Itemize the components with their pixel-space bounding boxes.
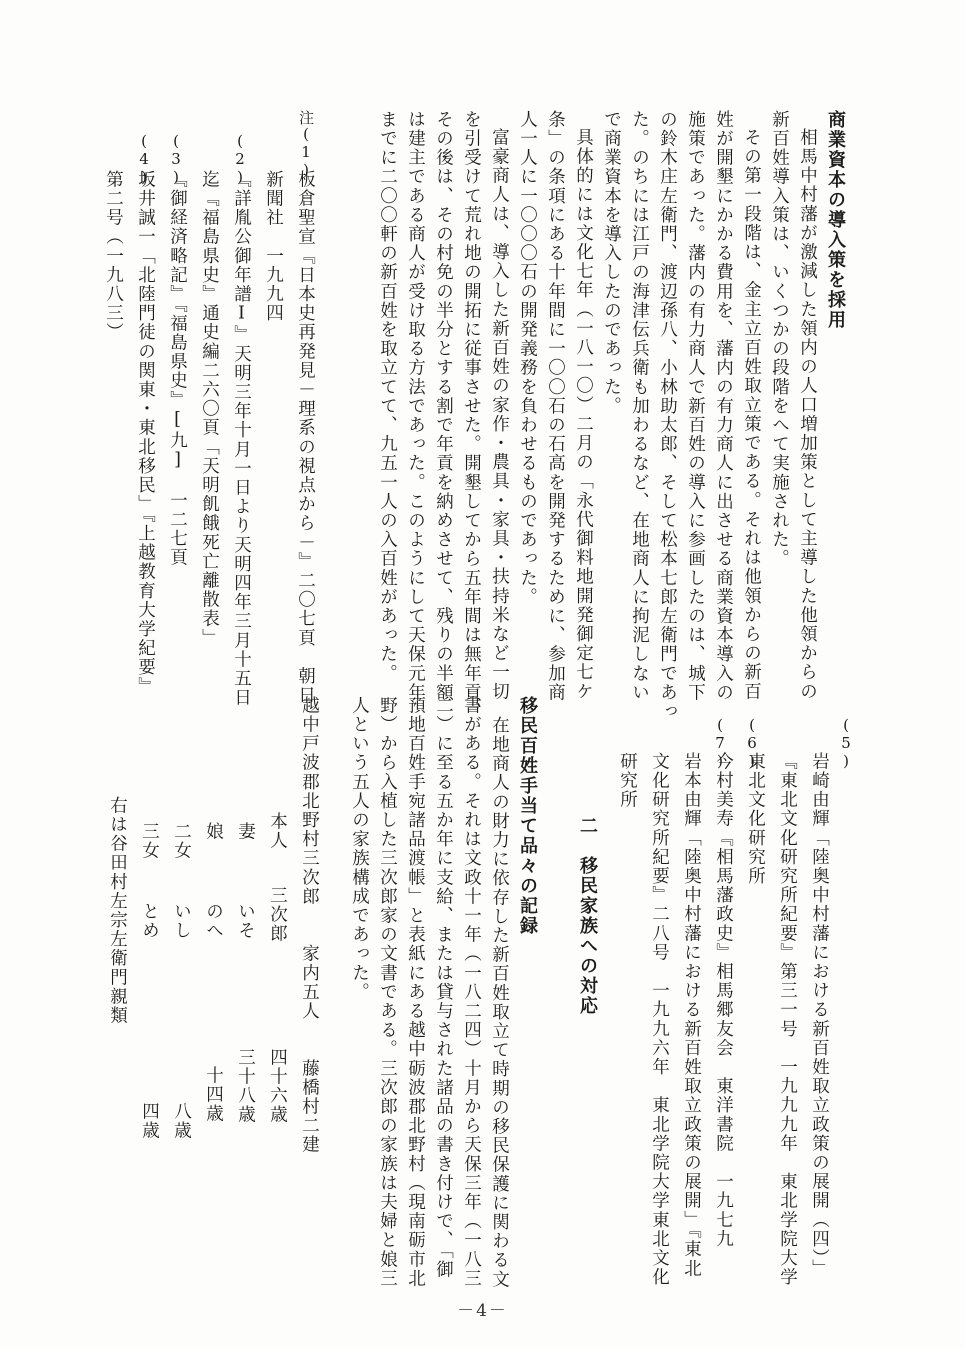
note-number: 注(1)	[297, 110, 315, 179]
household-header: 越中戸波郡北野村三次郎 家内五人 藤橋村二建	[299, 696, 320, 1155]
paragraph-line: 新百姓導入策は、いくつかの段階をへて実施された。	[769, 110, 790, 569]
paragraph-line: 預地百姓手宛諸品渡帳」と表紙にある越中砺波郡北野村（現南砺市北	[405, 696, 426, 1289]
note-number: (6)	[743, 716, 761, 770]
paragraph-line: 施策であった。藩内の有力商人で新百姓の導入に参画したのは、城下	[685, 110, 706, 703]
note-line: 迄『福島県史』通史編二六〇頁「天明飢餓死亡離散表」	[199, 170, 220, 648]
member-age: 四歳	[139, 1102, 160, 1141]
section-heading-commercial-capital: 商業資本の導入策を採用	[825, 110, 846, 330]
paragraph-line: その後は、その村免の半分とする割で年貢を納めさせて、残りの半額	[433, 110, 454, 703]
paragraph-line: 人という五人の家族構成であった。	[349, 696, 370, 1002]
note-line: 『御経済略記』『福島県史』[九] 一二七頁	[167, 170, 188, 568]
note-number: (2)	[231, 132, 249, 186]
paragraph-line: は建主である商人が受け取る方法であった。このようにして天保元年	[405, 110, 426, 703]
member-role: 三女	[139, 822, 160, 861]
note-number: (7)	[711, 716, 729, 770]
subheading-immigrant-records: 移民百姓手当て品々の記録	[517, 696, 538, 936]
paragraph-line: 二）に至る五か年に支給、または貸与された諸品の書き付けで、「御	[433, 696, 454, 1280]
household-footer: 右は谷田村左宗左衛門親類	[107, 796, 128, 1026]
member-name: 三次郎	[267, 886, 288, 944]
member-name: のへ	[203, 902, 224, 941]
paragraph-line: で商業資本を導入したのであった。	[601, 110, 622, 416]
note-line: 板倉聖宣『日本史再発見－理系の視点から－』二〇七頁 朝日	[295, 170, 316, 705]
note-line: 岩崎由輝「陸奥中村藩における新百姓取立政策の展開（四）」	[809, 752, 830, 1279]
member-age: 四十六歳	[267, 1048, 288, 1125]
note-line: 岩本由輝「陸奥中村藩における新百姓取立政策の展開」『東北	[681, 752, 702, 1279]
member-name: とめ	[139, 902, 160, 941]
note-line: 今村美寿『相馬藩政史』相馬郷友会 東洋書院 一九七九	[713, 752, 734, 1249]
paragraph-line: 人一人に一〇〇〇石の開発義務を負わせるものであった。	[517, 110, 538, 607]
paragraph-line: 書がある。それは文政十一年（一八二四）十月から天保三年（一八三	[461, 696, 482, 1289]
paragraph-line: までに二〇〇軒の新百姓を取立てて、九五一人の入百姓があった。	[377, 110, 398, 683]
member-role: 本人	[267, 812, 288, 851]
paragraph-line: 在地商人の財力に依存した新百姓取立て時期の移民保護に関わる文	[489, 716, 510, 1289]
note-line: 東北文化研究所	[745, 752, 766, 886]
member-name: いそ	[235, 902, 256, 941]
note-number: (5)	[837, 716, 855, 770]
member-age: 十四歳	[203, 1066, 224, 1124]
paragraph-line: 野）から入植した三次郎家の文書である。三次郎の家族は夫婦と娘三	[377, 696, 398, 1289]
paragraph-line: 富豪商人は、導入した新百姓の家作・農具・家具・扶持米など一切	[489, 128, 510, 701]
note-line: 『詳胤公御年譜Ⅰ』天明三年十月一日より天明四年三月十五日	[231, 170, 252, 708]
note-number: (3)	[167, 132, 185, 186]
member-role: 妻	[235, 822, 256, 842]
member-age: 八歳	[171, 1102, 192, 1141]
note-line: 第二号（一九八三）	[103, 170, 124, 342]
paragraph-line: を引受けて荒れ地の開拓に従事させた。開墾してから五年間は無年貢、	[461, 110, 482, 722]
member-role: 娘	[203, 822, 224, 842]
paragraph-line: 相馬中村藩が激減した領内の人口増加策として主導した他領からの	[797, 128, 818, 701]
note-number: (4)	[135, 132, 153, 186]
note-line: 文化研究所紀要』二八号 一九九六年 東北学院大学東北文化	[649, 752, 670, 1287]
paragraph-line: た。のちには江戸の海津伝兵衛も加わるなど、在地商人に拘泥しない	[629, 110, 650, 703]
note-line: 研究所	[617, 752, 638, 810]
paragraph-line: 条」の条項にある十年間に一〇〇石の石高を開発するために、参加商	[545, 110, 566, 703]
member-age: 三十八歳	[235, 1048, 256, 1125]
paragraph-line: の鈴木庄左衛門、渡辺孫八、小林助太郎、そして松本七郎左衛門であっ	[657, 110, 678, 722]
paragraph-line: 具体的には文化七年（一八一〇）二月の「永代御料地開発御定七ケ	[573, 128, 594, 701]
member-name: いし	[171, 902, 192, 941]
note-line: 坂井誠一「北陸門徒の関東・東北移民」『上越教育大学紀要』	[135, 170, 156, 697]
paragraph-line: 姓が開墾にかかる費用を、藩内の有力商人に出させる商業資本導入の	[713, 110, 734, 703]
note-line: 『東北文化研究所紀要』第三一号 一九九九年 東北学院大学	[777, 752, 798, 1287]
section-title: 二 移民家族への対応	[577, 816, 598, 1016]
note-line: 新聞社 一九九四	[263, 170, 284, 323]
page-number: －4－	[457, 1301, 508, 1321]
paragraph-line: その第一段階は、金主立百姓取立策である。それは他領からの新百	[741, 128, 762, 701]
member-role: 二女	[171, 822, 192, 861]
